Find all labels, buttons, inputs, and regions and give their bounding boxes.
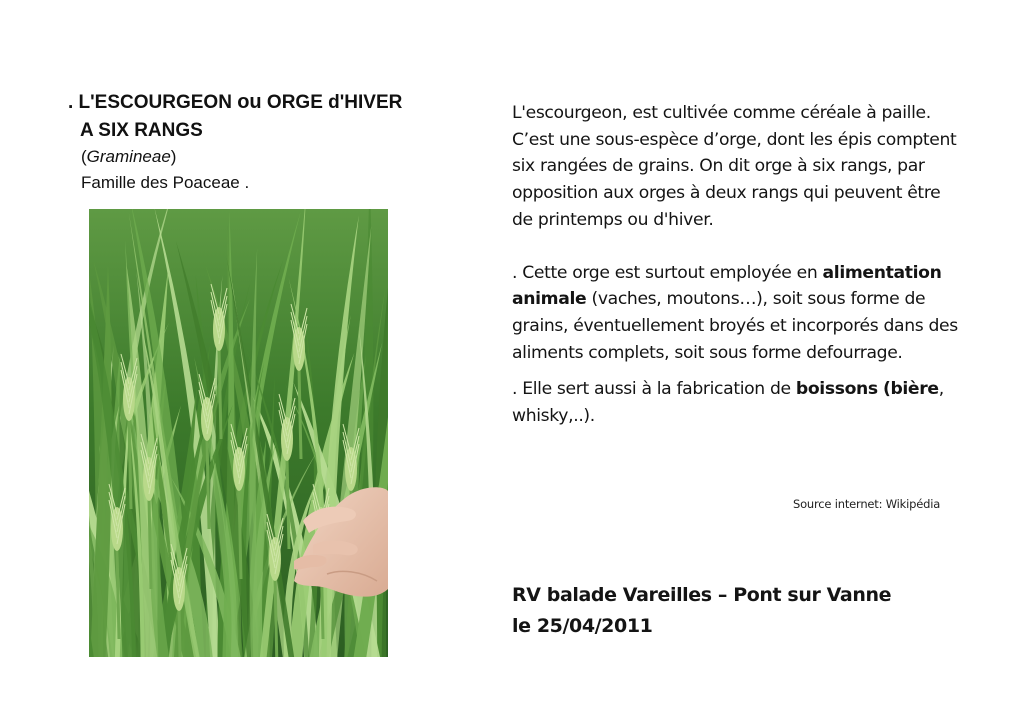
beer-highlight: (bière	[882, 379, 939, 400]
latin-close: )	[170, 147, 177, 166]
drinks-text-after: , whisky,..).	[512, 379, 944, 427]
usage-text-before: . Cette orge est surtout employée en	[512, 262, 823, 283]
latin-name	[81, 146, 176, 168]
barley-photo-drawing	[89, 209, 388, 657]
drinks-highlight: boissons	[795, 379, 878, 400]
usage-text-after: (vaches, moutons…), soit sous forme de grains, éventuellement broyés et incorporés dans des aliments complets, soit sous forme defourrage.	[512, 289, 958, 363]
page-title	[68, 88, 468, 145]
title-line2: A SIX RANGS	[80, 120, 203, 141]
barley-photo	[89, 209, 388, 657]
event-date: le 25/04/2011	[512, 615, 653, 637]
paragraph-drinks	[512, 376, 962, 429]
event-info	[512, 580, 891, 642]
source-credit: Source internet: Wikipédia	[793, 497, 941, 511]
latin-name-text: Gramineae	[86, 147, 171, 166]
latin-open: (	[81, 147, 87, 166]
event-title: RV balade Vareilles – Pont sur Vanne	[512, 584, 892, 606]
title-prefix: . L'ESCOURGEON	[68, 92, 238, 113]
usage-highlight: alimentation animale	[512, 262, 942, 310]
paragraph-usage	[512, 260, 962, 367]
paragraph-intro: L'escourgeon, est cultivée comme céréale à paille. C’est une sous-espèce d’orge, dont les épis comptent six rangées de grains. On dit orge à six rangs, par opposition aux orges à deux rangs qui peuvent être de printemps ou d'hiver.	[512, 103, 957, 230]
description	[512, 100, 962, 430]
family-name: Famille des Poaceae .	[81, 173, 250, 192]
drinks-text-before: . Elle sert aussi à la fabrication de	[512, 379, 796, 400]
title-ou: ou	[237, 91, 262, 113]
title-rest: ORGE d'HIVER	[261, 92, 403, 113]
